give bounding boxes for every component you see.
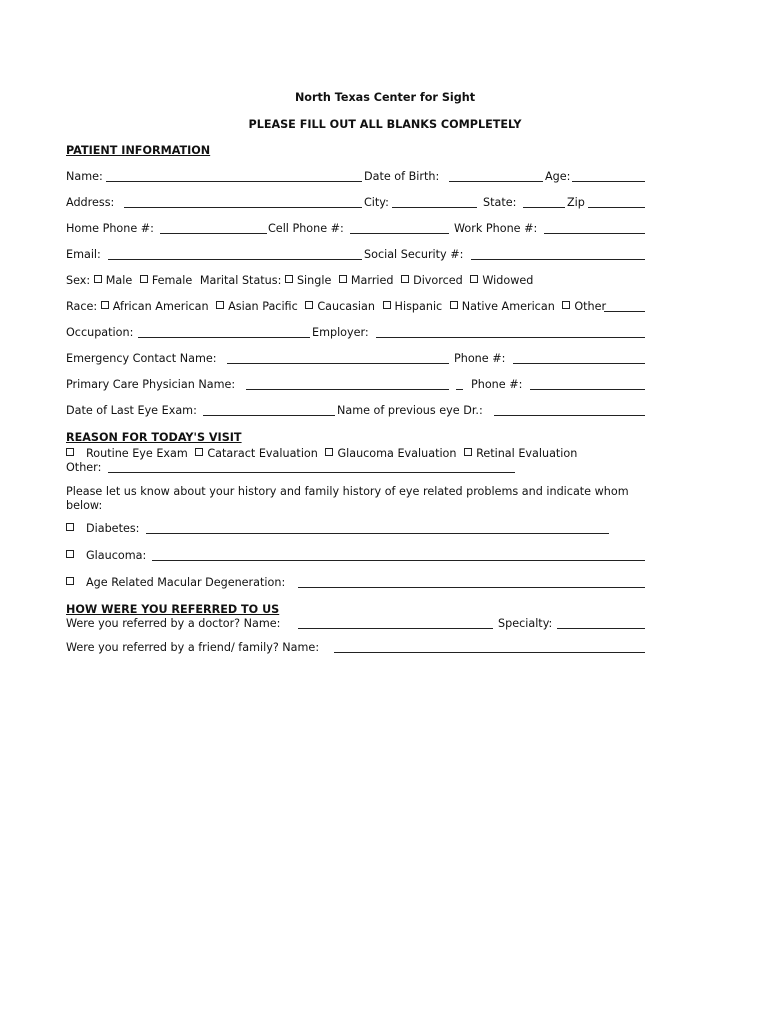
race-row bbox=[66, 300, 606, 314]
last-exam-label: Date of Last Eye Exam: bbox=[66, 404, 197, 417]
name-label: Name: bbox=[66, 170, 103, 183]
diabetes-field[interactable] bbox=[146, 533, 609, 534]
race-other-label: Other bbox=[574, 300, 607, 313]
glaucoma-checkbox[interactable] bbox=[66, 550, 74, 558]
state-label: State: bbox=[483, 196, 517, 209]
visit-other-label: Other: bbox=[66, 461, 102, 474]
marital-widowed-checkbox[interactable] bbox=[470, 275, 478, 283]
email-field[interactable] bbox=[108, 259, 362, 260]
race-asian-pacific-checkbox[interactable] bbox=[216, 301, 224, 309]
occupation-label: Occupation: bbox=[66, 326, 134, 339]
form-instruction: PLEASE FILL OUT ALL BLANKS COMPLETELY bbox=[248, 118, 522, 131]
sex-male-label: Male bbox=[105, 274, 133, 287]
zip-label: Zip bbox=[567, 196, 585, 209]
referral-friend-field[interactable] bbox=[334, 652, 645, 653]
visit-heading: REASON FOR TODAY'S VISIT bbox=[66, 431, 242, 444]
emergency-phone-label: Phone #: bbox=[454, 352, 506, 365]
diabetes-checkbox[interactable] bbox=[66, 523, 74, 531]
visit-glaucoma-checkbox[interactable] bbox=[325, 448, 333, 456]
city-field[interactable] bbox=[392, 207, 477, 208]
prev-dr-field[interactable] bbox=[494, 415, 645, 416]
prev-dr-label: Name of previous eye Dr.: bbox=[337, 404, 483, 417]
employer-label: Employer: bbox=[312, 326, 369, 339]
emergency-contact-label: Emergency Contact Name: bbox=[66, 352, 217, 365]
state-field[interactable] bbox=[523, 207, 565, 208]
diabetes-row bbox=[66, 522, 139, 536]
age-field[interactable] bbox=[572, 181, 645, 182]
zip-field[interactable] bbox=[588, 207, 645, 208]
glaucoma-field[interactable] bbox=[152, 560, 645, 561]
sex-marital-row bbox=[66, 274, 537, 288]
ssn-field[interactable] bbox=[471, 259, 645, 260]
pcp-field[interactable] bbox=[246, 389, 449, 390]
last-exam-field[interactable] bbox=[203, 415, 335, 416]
visit-other-field[interactable] bbox=[108, 472, 515, 473]
cell-phone-field[interactable] bbox=[350, 233, 449, 234]
emergency-phone-field[interactable] bbox=[513, 363, 645, 364]
referral-specialty-label: Specialty: bbox=[498, 617, 553, 630]
glaucoma-row bbox=[66, 549, 146, 563]
sex-male-checkbox[interactable] bbox=[94, 275, 102, 283]
visit-retinal-label: Retinal Evaluation bbox=[476, 447, 578, 460]
referral-doctor-label: Were you referred by a doctor? Name: bbox=[66, 617, 281, 630]
visit-glaucoma-label: Glaucoma Evaluation bbox=[337, 447, 457, 460]
pcp-phone-label: Phone #: bbox=[471, 378, 523, 391]
race-caucasian-label: Caucasian bbox=[317, 300, 375, 313]
cell-phone-label: Cell Phone #: bbox=[268, 222, 344, 235]
address-field[interactable] bbox=[124, 207, 362, 208]
marital-divorced-checkbox[interactable] bbox=[401, 275, 409, 283]
ssn-label: Social Security #: bbox=[364, 248, 464, 261]
referral-friend-label: Were you referred by a friend/ family? Name: bbox=[66, 641, 320, 654]
visit-options-row bbox=[66, 447, 577, 461]
race-asian-pacific-label: Asian Pacific bbox=[228, 300, 298, 313]
race-other-field[interactable] bbox=[604, 311, 645, 312]
referral-specialty-field[interactable] bbox=[557, 628, 645, 629]
race-caucasian-checkbox[interactable] bbox=[305, 301, 313, 309]
race-african-american-checkbox[interactable] bbox=[101, 301, 109, 309]
emergency-contact-field[interactable] bbox=[227, 363, 449, 364]
clinic-title: North Texas Center for Sight bbox=[294, 91, 476, 104]
glaucoma-label: Glaucoma: bbox=[86, 549, 147, 562]
marital-single-checkbox[interactable] bbox=[285, 275, 293, 283]
diabetes-label: Diabetes: bbox=[86, 522, 140, 535]
race-other-checkbox[interactable] bbox=[562, 301, 570, 309]
home-phone-field[interactable] bbox=[160, 233, 267, 234]
patient-info-heading: PATIENT INFORMATION bbox=[66, 144, 211, 157]
sex-label: Sex: bbox=[66, 274, 91, 287]
name-field[interactable] bbox=[106, 181, 362, 182]
race-label: Race: bbox=[66, 300, 98, 313]
employer-field[interactable] bbox=[376, 337, 645, 338]
email-label: Email: bbox=[66, 248, 101, 261]
marital-label: Marital Status: bbox=[199, 274, 282, 287]
visit-routine-checkbox[interactable] bbox=[66, 448, 74, 456]
race-native-american-label: Native American bbox=[461, 300, 555, 313]
marital-divorced-label: Divorced bbox=[413, 274, 463, 287]
referral-doctor-field[interactable] bbox=[298, 628, 493, 629]
history-intro-line1: Please let us know about your history and family history of eye related problems and indicate whom bbox=[66, 485, 629, 498]
address-label: Address: bbox=[66, 196, 115, 209]
home-phone-label: Home Phone #: bbox=[66, 222, 154, 235]
dob-label: Date of Birth: bbox=[364, 170, 440, 183]
pcp-phone-field[interactable] bbox=[530, 389, 645, 390]
amd-field[interactable] bbox=[298, 587, 645, 588]
amd-label: Age Related Macular Degeneration: bbox=[86, 576, 286, 589]
marital-widowed-label: Widowed bbox=[482, 274, 534, 287]
work-phone-label: Work Phone #: bbox=[454, 222, 538, 235]
city-label: City: bbox=[364, 196, 389, 209]
referral-heading: HOW WERE YOU REFERRED TO US bbox=[66, 603, 280, 616]
age-label: Age: bbox=[545, 170, 571, 183]
marital-married-label: Married bbox=[350, 274, 394, 287]
sex-female-checkbox[interactable] bbox=[140, 275, 148, 283]
race-hispanic-checkbox[interactable] bbox=[383, 301, 391, 309]
visit-routine-label: Routine Eye Exam bbox=[86, 447, 188, 460]
history-intro-line2: below: bbox=[66, 499, 103, 512]
amd-row bbox=[66, 576, 285, 590]
visit-cataract-label: Cataract Evaluation bbox=[207, 447, 318, 460]
race-african-american-label: African American bbox=[112, 300, 209, 313]
pcp-spacer-line bbox=[456, 389, 463, 390]
dob-field[interactable] bbox=[449, 181, 543, 182]
sex-female-label: Female bbox=[151, 274, 193, 287]
marital-single-label: Single bbox=[296, 274, 332, 287]
marital-married-checkbox[interactable] bbox=[339, 275, 347, 283]
work-phone-field[interactable] bbox=[544, 233, 645, 234]
visit-cataract-checkbox[interactable] bbox=[195, 448, 203, 456]
visit-retinal-checkbox[interactable] bbox=[464, 448, 472, 456]
race-hispanic-label: Hispanic bbox=[394, 300, 443, 313]
race-native-american-checkbox[interactable] bbox=[450, 301, 458, 309]
amd-checkbox[interactable] bbox=[66, 577, 74, 585]
occupation-field[interactable] bbox=[138, 337, 310, 338]
pcp-label: Primary Care Physician Name: bbox=[66, 378, 236, 391]
